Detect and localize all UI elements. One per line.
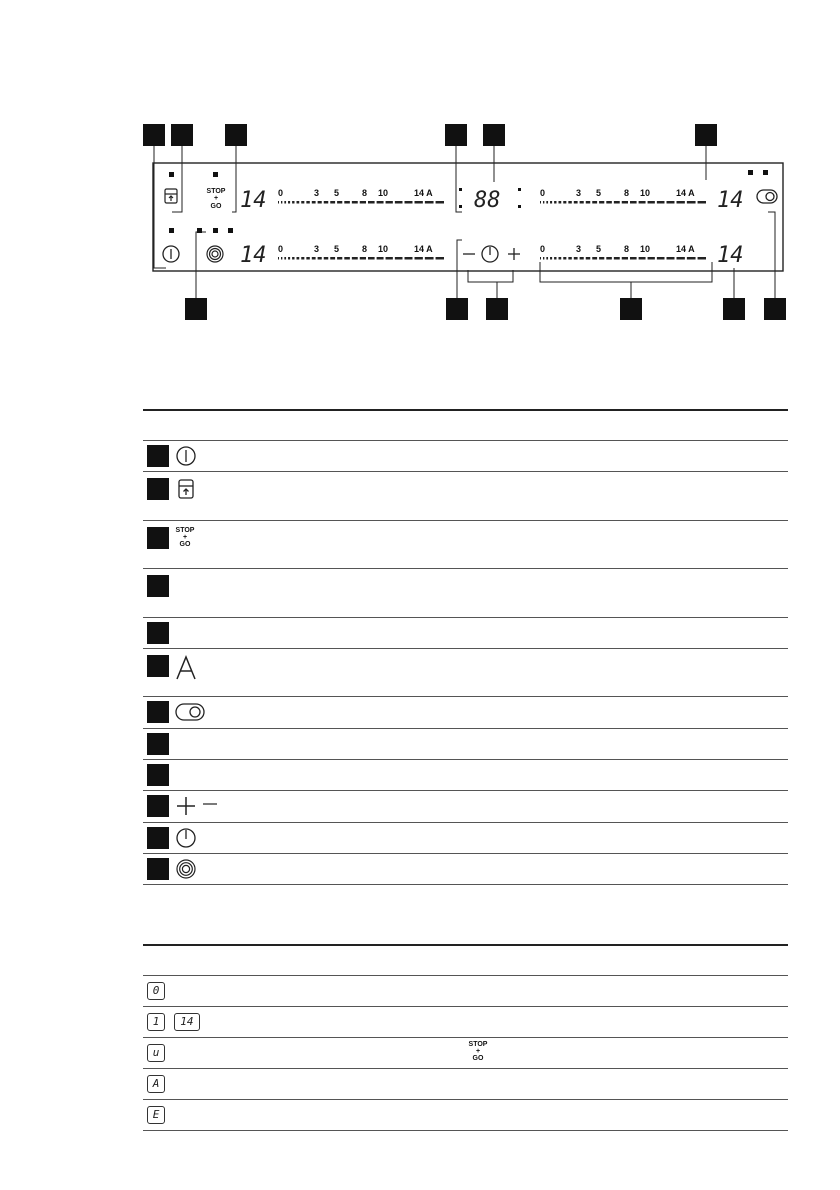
scale-segment (667, 201, 675, 204)
callout-marker (225, 124, 247, 146)
scale-segment (563, 257, 566, 260)
scale-segment (657, 257, 665, 260)
scale-segment (550, 201, 552, 204)
scale-segment (386, 201, 393, 204)
scale-label: 0 (540, 188, 546, 198)
table-row (143, 728, 788, 759)
power-icon[interactable] (163, 246, 179, 262)
callout-marker (620, 298, 642, 320)
scale-segment (543, 201, 544, 204)
scale-segment (330, 257, 335, 260)
table-row (143, 790, 788, 822)
scale-segment (405, 201, 413, 204)
scale-label: 0 (540, 244, 546, 254)
scale-segment (386, 257, 393, 260)
scale-segment (592, 201, 597, 204)
callout-markers-bottom (185, 298, 786, 320)
scale-segment (606, 201, 612, 204)
scale-segment (425, 201, 434, 204)
scale-segment (563, 201, 566, 204)
function-table (143, 409, 788, 885)
boost-ring-icon[interactable] (207, 246, 223, 262)
table-row (143, 1006, 788, 1037)
display-symbol: 0 (147, 982, 165, 1000)
timer-readout: 88 (474, 188, 501, 213)
scale-label: 8 (362, 188, 368, 198)
scale-segment (360, 257, 366, 260)
table-row (143, 696, 788, 728)
timer-plus-icon[interactable] (508, 248, 520, 260)
scale-segment (543, 257, 544, 260)
scale-segment (586, 257, 591, 260)
scale-segment (574, 201, 578, 204)
scale-segment (360, 201, 366, 204)
letter-a-icon (173, 655, 199, 681)
table-row (143, 440, 788, 471)
scale-segment (288, 257, 290, 260)
power-icon (173, 444, 199, 468)
scale-segment (301, 257, 304, 260)
lock-icon[interactable] (165, 189, 177, 203)
scale-label: 0 (278, 188, 284, 198)
scale-label: 3 (576, 244, 582, 254)
scale-label: 14 A (676, 188, 695, 198)
table-row (143, 520, 788, 568)
power-readout: 14 (240, 188, 267, 213)
stop-go-icon: STOP + GO (175, 526, 195, 548)
display-symbol: u (147, 1044, 165, 1062)
scale-segment (648, 257, 655, 260)
scale-segment (344, 201, 350, 204)
scale-segment (550, 257, 552, 260)
callout-marker (764, 298, 786, 320)
scale-segment (622, 257, 628, 260)
scale-label: 3 (314, 244, 320, 254)
table-header-row (143, 410, 788, 440)
control-panel-diagram (0, 0, 840, 330)
power-readout: 14 (240, 243, 267, 268)
display-symbol: A (147, 1075, 165, 1093)
scale-segment (425, 257, 434, 260)
row-marker (147, 827, 169, 849)
callout-marker (445, 124, 467, 146)
table-row (143, 471, 788, 520)
scale-segment (292, 201, 294, 204)
scale-label: 14 A (414, 244, 433, 254)
scale-segment (698, 257, 706, 260)
scale-label: 8 (624, 244, 630, 254)
scale-label: 10 (640, 244, 651, 254)
row-marker (147, 858, 169, 880)
row-marker (147, 575, 169, 597)
scale-segment (415, 201, 423, 204)
row-marker (147, 478, 169, 500)
scale-segment (284, 257, 286, 260)
scale-segment (614, 201, 620, 204)
row-marker (147, 527, 169, 549)
scale-segment (312, 257, 316, 260)
scale-segment (415, 257, 423, 260)
scale-segment (586, 201, 591, 204)
row-marker (147, 764, 169, 786)
lock-icon (173, 478, 199, 502)
table-header-row (143, 945, 788, 975)
display-symbol: 1 (147, 1013, 165, 1031)
callout-marker (723, 298, 745, 320)
scale-segment (284, 201, 286, 204)
scale-label: 14 A (414, 188, 433, 198)
scale-segment (368, 257, 375, 260)
row-marker (147, 655, 169, 677)
scale-segment (630, 257, 637, 260)
plus-minus-icon (173, 794, 223, 818)
scale-segment (395, 201, 403, 204)
table-row (143, 1068, 788, 1099)
row-marker (147, 445, 169, 467)
timer-display (459, 188, 521, 213)
display-table (143, 944, 788, 1131)
scale-label: 10 (378, 188, 389, 198)
scale-label: 5 (596, 188, 602, 198)
scale-segment (297, 257, 300, 260)
scale-segment (278, 257, 279, 260)
scale-segment (301, 201, 304, 204)
scale-label: 0 (278, 244, 284, 254)
scale-segment (546, 201, 548, 204)
table-row (143, 568, 788, 617)
scale-segment (312, 201, 316, 204)
display-symbol: E (147, 1106, 165, 1124)
scale-segment (377, 257, 384, 260)
scale-segment (639, 257, 646, 260)
scale-segment (281, 257, 282, 260)
scale-segment (687, 257, 696, 260)
scale-segment (352, 257, 358, 260)
plus-label: + (213, 195, 219, 202)
scale-label: 3 (314, 188, 320, 198)
scale-segment (292, 257, 294, 260)
row-marker (147, 701, 169, 723)
row-marker (147, 622, 169, 644)
stop-label: STOP (206, 188, 226, 195)
scale-segment (599, 201, 604, 204)
scale-segment (614, 257, 620, 260)
scale-label: 5 (596, 244, 602, 254)
scale-segment (318, 201, 322, 204)
scale-segment (559, 201, 562, 204)
table-row (143, 822, 788, 853)
scale-label: 8 (362, 244, 368, 254)
scale-label: 8 (624, 188, 630, 198)
stop-go-icon: STOP + GO (468, 1040, 488, 1062)
table-row (143, 853, 788, 884)
callout-marker (486, 298, 508, 320)
scale-segment (436, 257, 444, 260)
boost-ring-icon (173, 857, 199, 881)
callout-marker (695, 124, 717, 146)
scale-segment (337, 201, 342, 204)
table-row (143, 1037, 788, 1068)
scale-label: 10 (640, 188, 651, 198)
scale-segment (306, 257, 309, 260)
callout-marker (483, 124, 505, 146)
timer-icon (173, 826, 199, 850)
scale-segment (368, 201, 375, 204)
scale-segment (580, 257, 584, 260)
scale-segment (639, 201, 646, 204)
go-label: GO (210, 203, 222, 210)
scale-segment (318, 257, 322, 260)
table-row (143, 648, 788, 696)
scale-segment (687, 201, 696, 204)
scale-segment (648, 201, 655, 204)
scale-segment (657, 201, 665, 204)
scale-label: 14 A (676, 244, 695, 254)
callout-marker (446, 298, 468, 320)
scale-segment (546, 257, 548, 260)
stop-go-button[interactable] (207, 188, 226, 210)
scale-segment (288, 201, 290, 204)
timer-icon[interactable] (482, 246, 498, 262)
row-marker (147, 795, 169, 817)
scale-segment (568, 257, 571, 260)
scale-segment (540, 257, 541, 260)
scale-segment (278, 201, 279, 204)
scale-segment (630, 201, 637, 204)
scale-segment (667, 257, 675, 260)
scale-segment (395, 257, 403, 260)
bridge-icon[interactable] (757, 190, 777, 203)
scale-segment (677, 257, 685, 260)
callout-markers-top (143, 124, 717, 146)
scale-segment (554, 257, 556, 260)
scale-segment (568, 201, 571, 204)
power-readout: 14 (717, 188, 744, 213)
scale-segment (580, 201, 584, 204)
scale-label: 5 (334, 188, 340, 198)
scale-segment (344, 257, 350, 260)
scale-segment (352, 201, 358, 204)
scale-segment (436, 201, 444, 204)
scale-segment (599, 257, 604, 260)
scale-segment (281, 201, 282, 204)
row-marker (147, 733, 169, 755)
scale-segment (337, 257, 342, 260)
scale-segment (330, 201, 335, 204)
display-symbol: 14 (174, 1013, 200, 1031)
bridge-icon (173, 700, 207, 724)
scale-segment (559, 257, 562, 260)
scale-segment (606, 257, 612, 260)
scale-label: 10 (378, 244, 389, 254)
scale-segment (297, 201, 300, 204)
scale-segment (324, 201, 329, 204)
scale-segment (592, 257, 597, 260)
scale-segment (306, 201, 309, 204)
callout-marker (171, 124, 193, 146)
callout-marker (185, 298, 207, 320)
power-readout: 14 (717, 243, 744, 268)
scale-segment (405, 257, 413, 260)
scale-segment (324, 257, 329, 260)
scale-label: 3 (576, 188, 582, 198)
scale-segment (540, 201, 541, 204)
scale-segment (622, 201, 628, 204)
leader-lines (154, 146, 775, 298)
scale-segment (677, 201, 685, 204)
callout-marker (143, 124, 165, 146)
scale-segment (698, 201, 706, 204)
table-row (143, 617, 788, 648)
scale-segment (377, 201, 384, 204)
scale-label: 5 (334, 244, 340, 254)
table-row (143, 975, 788, 1006)
table-row (143, 759, 788, 790)
scale-segment (554, 201, 556, 204)
scale-segment (574, 257, 578, 260)
table-row (143, 1099, 788, 1130)
